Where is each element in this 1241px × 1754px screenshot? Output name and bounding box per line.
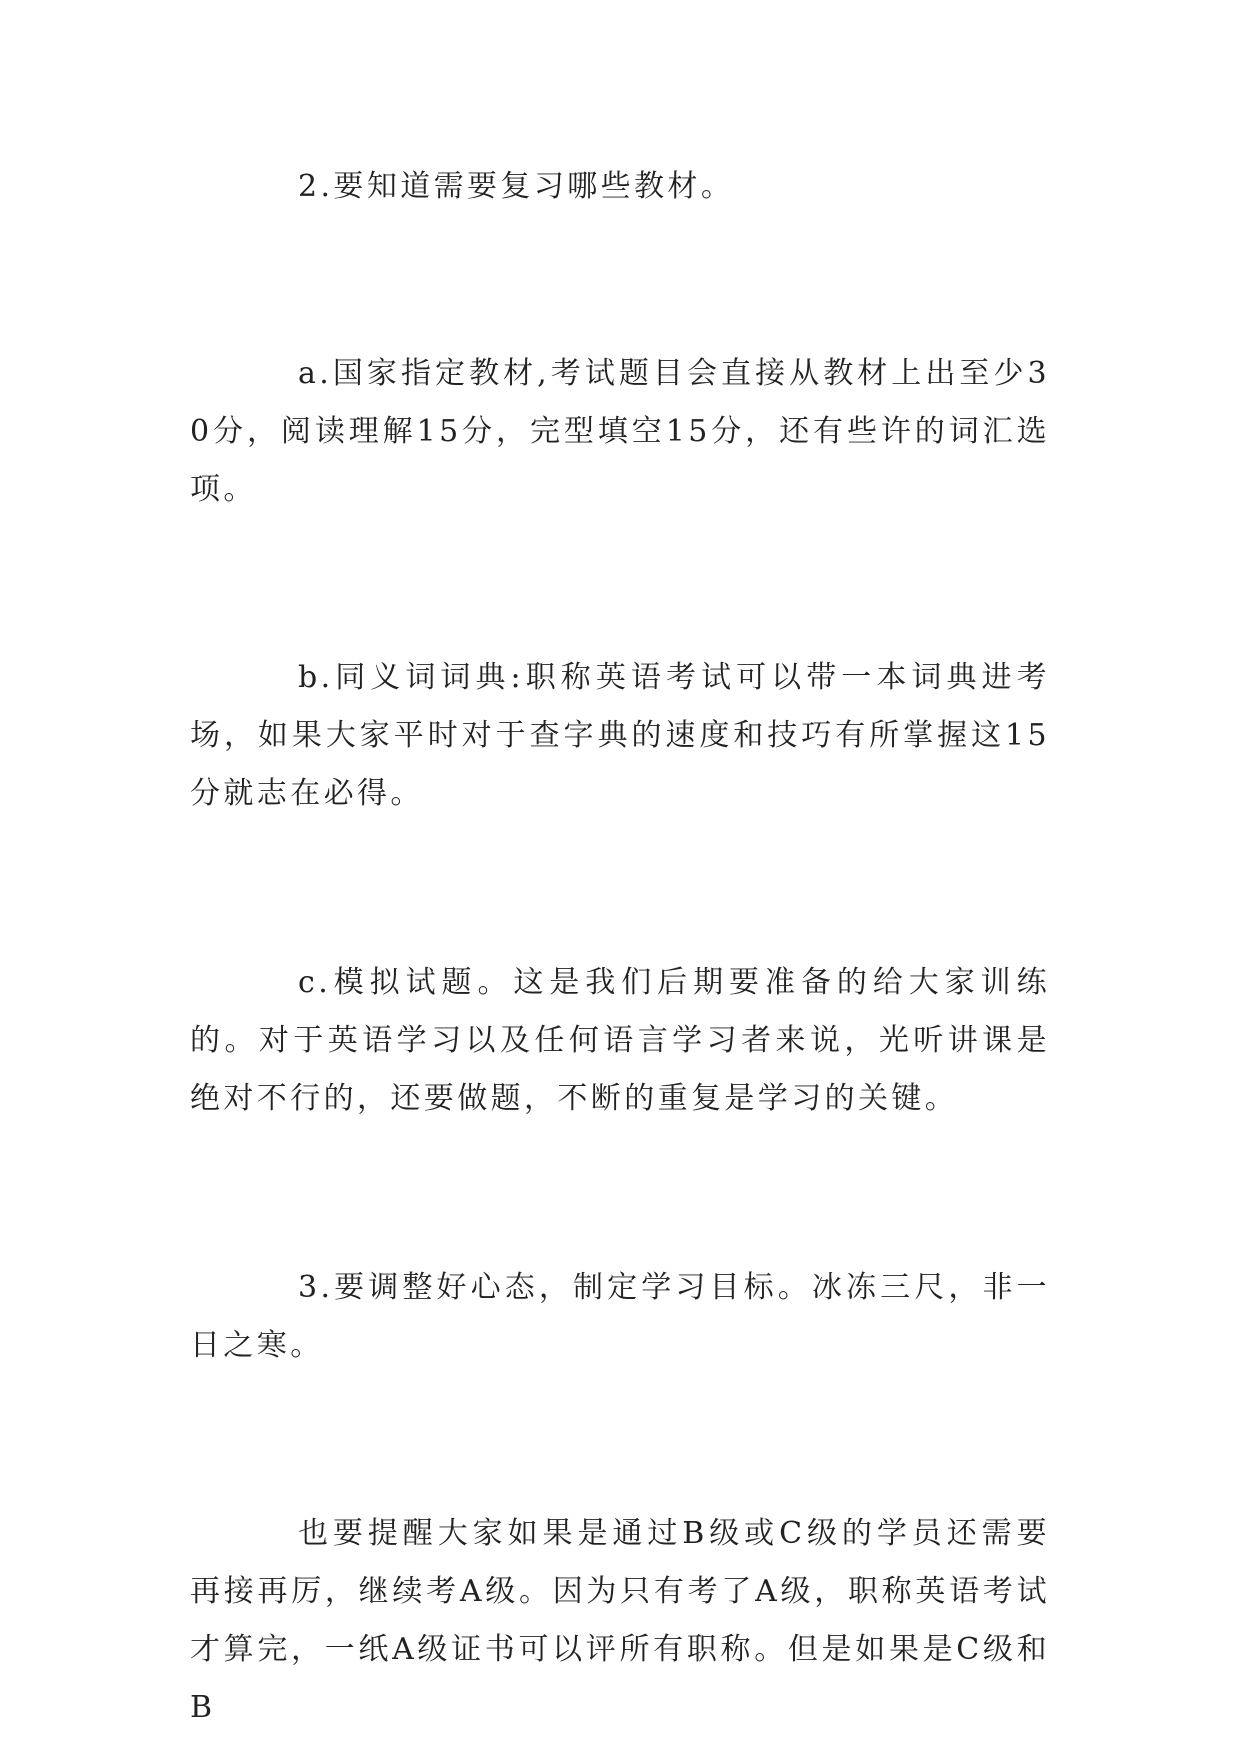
paragraph-mock-exams: c.模拟试题。这是我们后期要准备的给大家训练的。对于英语学习以及任何语言学习者来说，光听讲课是绝对不行的，还要做题，不断的重复是学习的关键。 xyxy=(190,965,1050,1116)
document-body xyxy=(190,158,1050,1737)
paragraph-level-reminder: 也要提醒大家如果是通过B级或C级的学员还需要再接再厉，继续考A级。因为只有考了A级，职称英语考试才算完，一纸A级证书可以评所有职称。但是如果是C级和B xyxy=(190,1516,1050,1725)
paragraph-synonym-dictionary: b.同义词词典:职称英语考试可以带一本词典进考场，如果大家平时对于查字典的速度和技巧有所掌握这15分就志在必得。 xyxy=(190,660,1050,811)
paragraph-designated-textbook: a.国家指定教材,考试题目会直接从教材上出至少30分，阅读理解15分，完型填空15分，还有些许的词汇选项。 xyxy=(190,356,1050,507)
paragraph-textbooks-heading: 2.要知道需要复习哪些教材。 xyxy=(298,169,735,204)
paragraph-mindset-goals: 3.要调整好心态，制定学习目标。冰冻三尺，非一日之寒。 xyxy=(190,1270,1050,1363)
